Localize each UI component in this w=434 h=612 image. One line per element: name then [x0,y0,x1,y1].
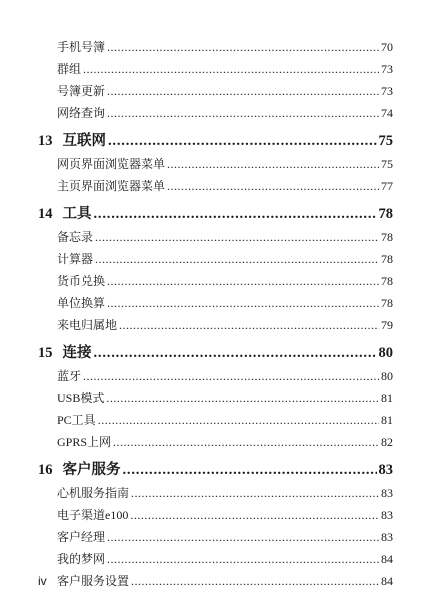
toc-entry[interactable] [38,272,393,294]
chapter-title: 连接 [62,345,92,361]
toc-entry[interactable] [38,433,393,455]
toc-leader-dots [98,413,379,428]
table-of-contents [38,38,393,594]
toc-entry[interactable] [38,411,393,433]
chapter-page: 83 [378,462,393,478]
toc-leader-dots [83,369,379,384]
toc-entry-title: 号簿更新 [57,84,106,98]
toc-chapter-heading[interactable] [38,458,393,484]
toc-entry-title: 客户经理 [57,530,106,544]
chapter-page: 75 [378,133,393,149]
toc-leader-dots [107,552,379,567]
page-number: iv [38,574,47,588]
toc-entry[interactable] [38,389,393,411]
toc-entry[interactable] [38,250,393,272]
chapter-title: 客户服务 [62,462,121,478]
toc-entry-title: 来电归属地 [57,318,118,332]
toc-entry-title: 手机号簿 [57,40,106,54]
toc-entry-title: 电子渠道e100 [57,508,129,522]
toc-entry-page: 82 [381,435,393,449]
toc-entry-title: 蓝牙 [57,369,82,383]
toc-entry-title: 客户服务设置 [57,574,130,588]
toc-entry-title: 网页界面浏览器菜单 [57,157,166,171]
toc-entry[interactable] [38,104,393,126]
toc-leader-dots [131,486,379,501]
toc-entry-page: 75 [381,157,393,171]
toc-entry[interactable] [38,572,393,594]
toc-entry-title: 备忘录 [57,230,94,244]
toc-entry-page: 81 [381,413,393,427]
toc-leader-dots [94,206,377,223]
toc-leader-dots [113,435,379,450]
toc-entry[interactable] [38,550,393,572]
toc-entry-page: 78 [381,230,393,244]
toc-entry[interactable] [38,38,393,60]
toc-entry-page: 78 [381,274,393,288]
toc-entry-page: 79 [381,318,393,332]
toc-entry-title: PC工具 [57,413,96,427]
toc-entry[interactable] [38,294,393,316]
toc-leader-dots [167,179,379,194]
toc-entry[interactable] [38,484,393,506]
toc-leader-dots [107,296,379,311]
chapter-page: 78 [378,206,393,222]
toc-entry-page: 83 [381,486,393,500]
toc-entry-title: 主页界面浏览器菜单 [57,179,166,193]
toc-chapter-heading[interactable] [38,129,393,155]
toc-leader-dots [107,530,379,545]
chapter-number: 14 [38,206,53,222]
toc-entry-page: 70 [381,40,393,54]
toc-entry-title: 我的梦网 [57,552,106,566]
toc-entry-page: 78 [381,296,393,310]
toc-leader-dots [83,62,379,77]
chapter-number: 16 [38,462,53,478]
toc-entry[interactable] [38,528,393,550]
toc-entry-title: 单位换算 [57,296,106,310]
chapter-number: 13 [38,133,53,149]
toc-entry-page: 73 [381,84,393,98]
toc-entry-page: 83 [381,530,393,544]
toc-chapter-heading[interactable] [38,202,393,228]
toc-entry-page: 78 [381,252,393,266]
toc-entry[interactable] [38,60,393,82]
toc-entry-page: 77 [381,179,393,193]
toc-entry-title: 网络查询 [57,106,106,120]
toc-entry[interactable] [38,367,393,389]
toc-entry-page: 83 [381,508,393,522]
toc-leader-dots [131,574,379,589]
toc-leader-dots [106,391,379,406]
toc-leader-dots [107,106,379,121]
toc-entry-title: 货币兑换 [57,274,106,288]
toc-entry-page: 81 [381,391,393,405]
toc-entry-title: GPRS上网 [57,435,112,449]
chapter-number: 15 [38,345,53,361]
toc-entry[interactable] [38,177,393,199]
toc-entry[interactable] [38,155,393,177]
toc-leader-dots [107,274,379,289]
toc-chapter-heading[interactable] [38,341,393,367]
toc-entry-page: 80 [381,369,393,383]
chapter-title: 互联网 [62,133,106,149]
toc-entry-page: 84 [381,552,393,566]
toc-entry-page: 74 [381,106,393,120]
toc-leader-dots [94,345,377,362]
toc-leader-dots [95,230,379,245]
toc-entry[interactable] [38,506,393,528]
toc-entry-title: 计算器 [57,252,94,266]
toc-leader-dots [130,508,379,523]
toc-entry-title: 群组 [57,62,82,76]
toc-entry-title: 心机服务指南 [57,486,130,500]
toc-leader-dots [123,462,377,479]
toc-leader-dots [119,318,379,333]
toc-leader-dots [107,84,379,99]
toc-entry-page: 73 [381,62,393,76]
toc-leader-dots [107,40,379,55]
toc-entry[interactable] [38,316,393,338]
toc-entry[interactable] [38,82,393,104]
toc-leader-dots [95,252,379,267]
toc-entry[interactable] [38,228,393,250]
chapter-page: 80 [378,345,393,361]
toc-entry-page: 84 [381,574,393,588]
toc-entry-title: USB模式 [57,391,105,405]
chapter-title: 工具 [62,206,92,222]
toc-leader-dots [108,133,377,150]
toc-leader-dots [167,157,379,172]
